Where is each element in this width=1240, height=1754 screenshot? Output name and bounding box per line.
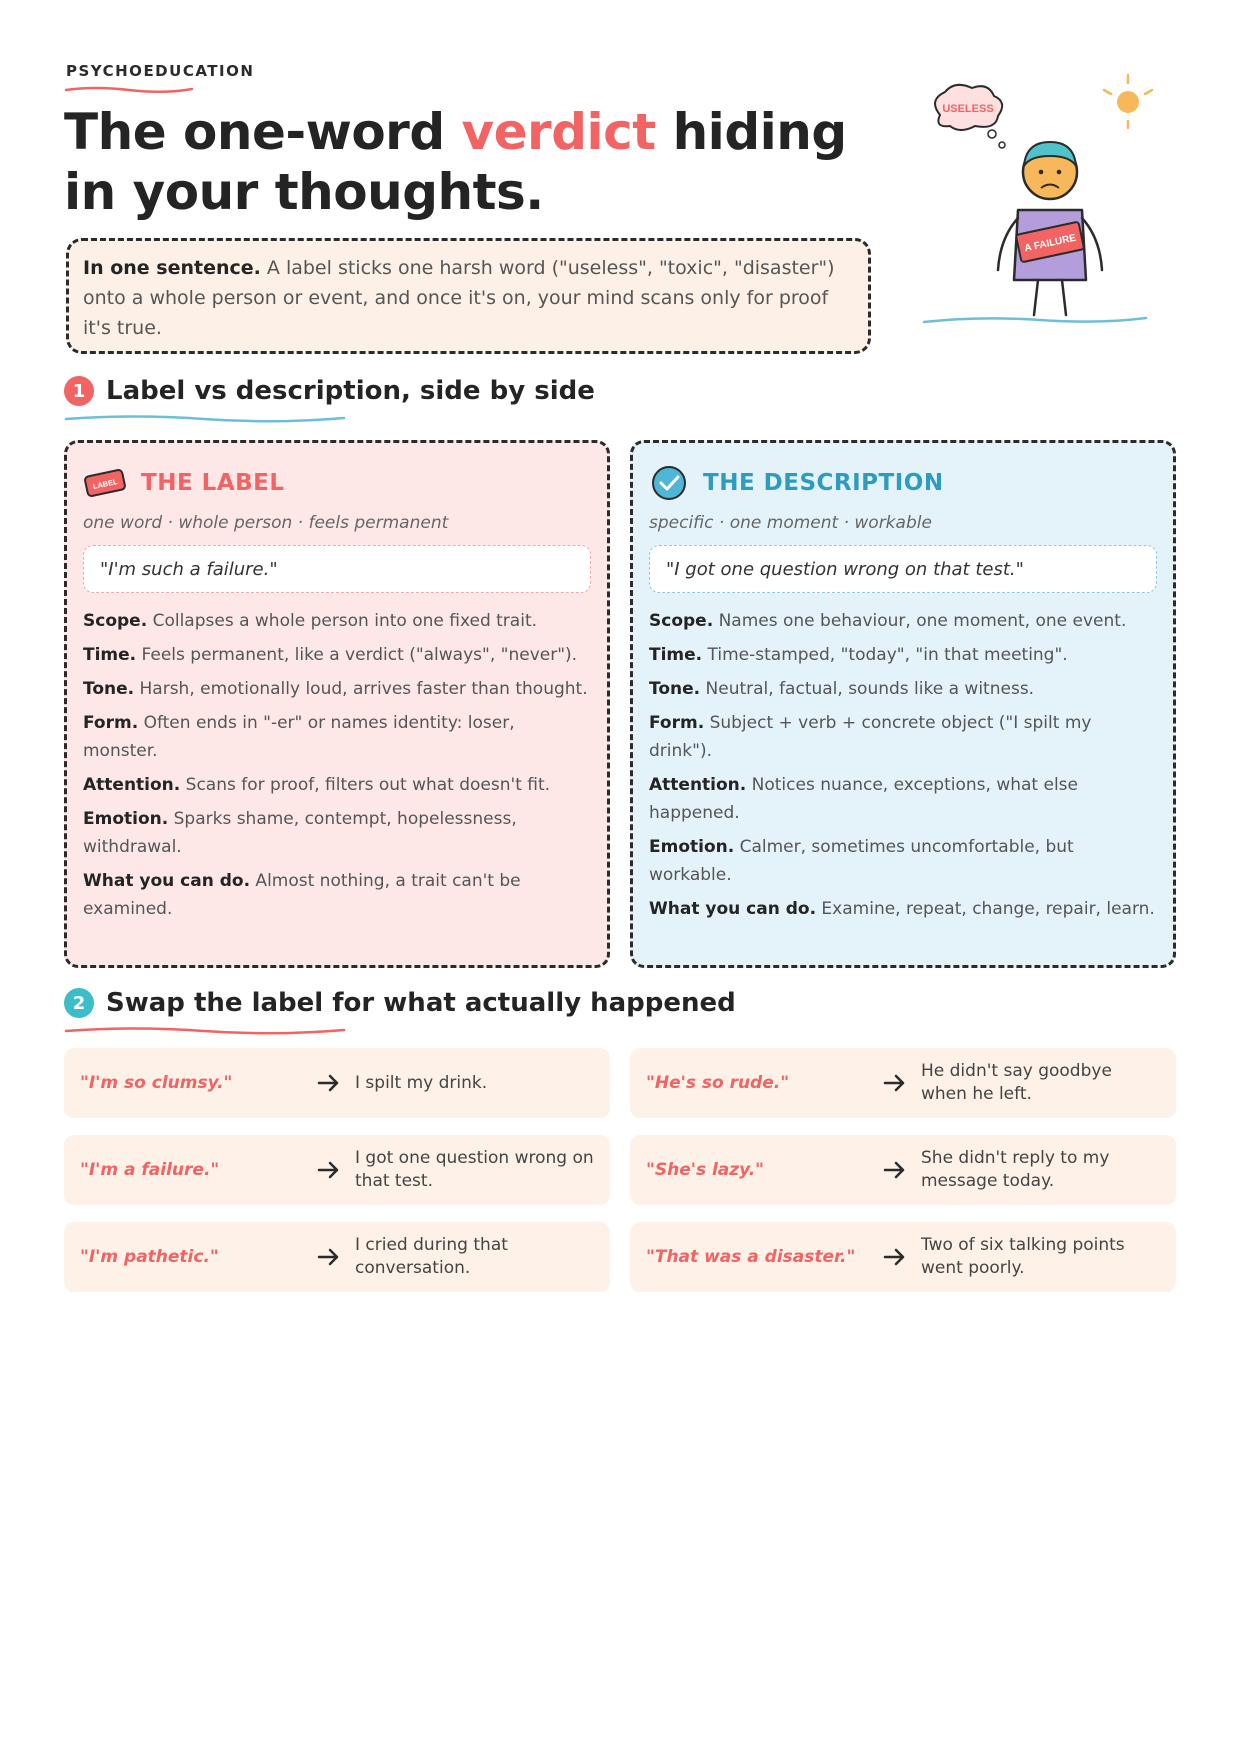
page-title (64, 102, 884, 222)
item-text: Calmer, sometimes uncomfortable, but workable. (649, 837, 1074, 885)
label-card-header (83, 463, 591, 503)
section-1-title: Label vs description, side by side (106, 376, 595, 406)
section-1-heading (64, 376, 595, 406)
item-key: Tone. (83, 679, 135, 699)
item-key: Form. (649, 713, 705, 733)
swap-label: "I'm pathetic." (80, 1247, 219, 1267)
item-text: Subject + verb + concrete object ("I spilt my drink"). (649, 713, 1092, 761)
item-key: Emotion. (83, 809, 169, 829)
item-text: Harsh, emotionally loud, arrives faster than thought. (134, 679, 588, 699)
arrow-right-icon (875, 1248, 915, 1266)
item-key: Time. (83, 645, 137, 665)
swap-row (630, 1222, 1176, 1292)
swap-label: "That was a disaster." (646, 1247, 856, 1267)
list-item (649, 709, 1157, 765)
list-item (649, 771, 1157, 827)
section-1-badge: 1 (64, 376, 94, 406)
swap-row (630, 1135, 1176, 1205)
label-card-quote: "I'm such a failure." (83, 545, 591, 593)
item-key: Time. (649, 645, 703, 665)
arrow-right-icon (309, 1248, 349, 1266)
item-text: Neutral, factual, sounds like a witness. (700, 679, 1035, 699)
title-line2: in your thoughts. (64, 163, 544, 221)
list-item (83, 867, 591, 923)
list-item (83, 675, 591, 703)
section-2-badge: 2 (64, 988, 94, 1018)
list-item (649, 607, 1157, 635)
description-card-header (649, 463, 1157, 503)
item-key: Attention. (83, 775, 181, 795)
section-2-heading (64, 988, 736, 1018)
description-card-list (649, 607, 1157, 923)
kicker-underline (64, 84, 194, 94)
person-figure (998, 142, 1102, 315)
swap-row (64, 1222, 610, 1292)
label-card-list (83, 607, 591, 923)
item-text: Examine, repeat, change, repair, learn. (816, 899, 1155, 919)
item-text: Notices nuance, exceptions, what else happened. (649, 775, 1078, 823)
summary-text: A label sticks one harsh word ("useless", "toxic", "disaster") onto a whole person or event, and once it's on, your mind scans only for proof it's true. (83, 257, 835, 339)
item-key: Scope. (649, 611, 714, 631)
list-item (83, 805, 591, 861)
swap-fact: I cried during that conversation. (355, 1235, 508, 1278)
list-item (83, 641, 591, 669)
title-part2: hiding (655, 103, 847, 161)
swap-fact: I got one question wrong on that test. (355, 1148, 594, 1191)
item-key: Attention. (649, 775, 747, 795)
swap-label: "She's lazy." (646, 1160, 765, 1180)
item-key: Scope. (83, 611, 148, 631)
item-text: Sparks shame, contempt, hopelessness, withdrawal. (83, 809, 517, 857)
label-card (64, 440, 610, 968)
check-circle-icon (649, 463, 689, 503)
swap-row (630, 1048, 1176, 1118)
list-item (649, 895, 1157, 923)
item-text: Almost nothing, a trait can't be examined. (83, 871, 521, 919)
item-text: Time-stamped, "today", "in that meeting". (702, 645, 1068, 665)
section-2-title: Swap the label for what actually happened (106, 988, 736, 1018)
swap-fact: She didn't reply to my message today. (921, 1148, 1110, 1191)
item-key: Tone. (649, 679, 701, 699)
label-card-subtitle: one word · whole person · feels permanent (83, 513, 449, 533)
summary-lead: In one sentence. (83, 257, 261, 279)
swap-row (64, 1048, 610, 1118)
section-2-underline (64, 1024, 346, 1036)
description-card-title: THE DESCRIPTION (703, 470, 944, 496)
list-item (83, 709, 591, 765)
item-key: What you can do. (83, 871, 251, 891)
item-key: Emotion. (649, 837, 735, 857)
arrow-right-icon (875, 1074, 915, 1092)
swap-label: "I'm so clumsy." (80, 1073, 233, 1093)
list-item (649, 641, 1157, 669)
item-text: Scans for proof, filters out what doesn't fit. (180, 775, 551, 795)
item-text: Often ends in "-er" or names identity: loser, monster. (83, 713, 515, 761)
list-item (649, 833, 1157, 889)
arrow-right-icon (875, 1161, 915, 1179)
item-text: Names one behaviour, one moment, one event. (713, 611, 1127, 631)
kicker: PSYCHOEDUCATION (66, 62, 255, 80)
summary-box (66, 238, 871, 354)
description-card (630, 440, 1176, 968)
swap-row (64, 1135, 610, 1205)
swap-fact: I spilt my drink. (355, 1072, 488, 1093)
swap-label: "He's so rude." (646, 1073, 790, 1093)
labelled-person-illustration (920, 70, 1170, 340)
swap-label: "I'm a failure." (80, 1160, 220, 1180)
arrow-right-icon (309, 1161, 349, 1179)
title-accent: verdict (461, 103, 656, 161)
arrow-right-icon (309, 1074, 349, 1092)
list-item (83, 607, 591, 635)
swap-fact: Two of six talking points went poorly. (921, 1235, 1125, 1278)
description-card-subtitle: specific · one moment · workable (649, 513, 932, 533)
section-1-underline (64, 412, 346, 424)
ground-line (924, 318, 1146, 322)
label-card-title: THE LABEL (141, 470, 285, 496)
item-key: What you can do. (649, 899, 817, 919)
sign-word: A FAILURE (1023, 232, 1078, 255)
thought-word: USELESS (942, 103, 994, 115)
list-item (83, 771, 591, 799)
title-part1: The one-word (64, 103, 462, 161)
item-text: Feels permanent, like a verdict ("always", "never"). (136, 645, 578, 665)
list-item (649, 675, 1157, 703)
item-key: Form. (83, 713, 139, 733)
label-tag-word: LABEL (92, 476, 119, 491)
label-tag-icon (83, 467, 127, 499)
swap-fact: He didn't say goodbye when he left. (921, 1061, 1112, 1104)
thought-cloud-icon (935, 85, 1005, 148)
description-card-quote: "I got one question wrong on that test." (649, 545, 1157, 593)
sun-icon (1104, 75, 1152, 128)
item-text: Collapses a whole person into one fixed trait. (147, 611, 538, 631)
